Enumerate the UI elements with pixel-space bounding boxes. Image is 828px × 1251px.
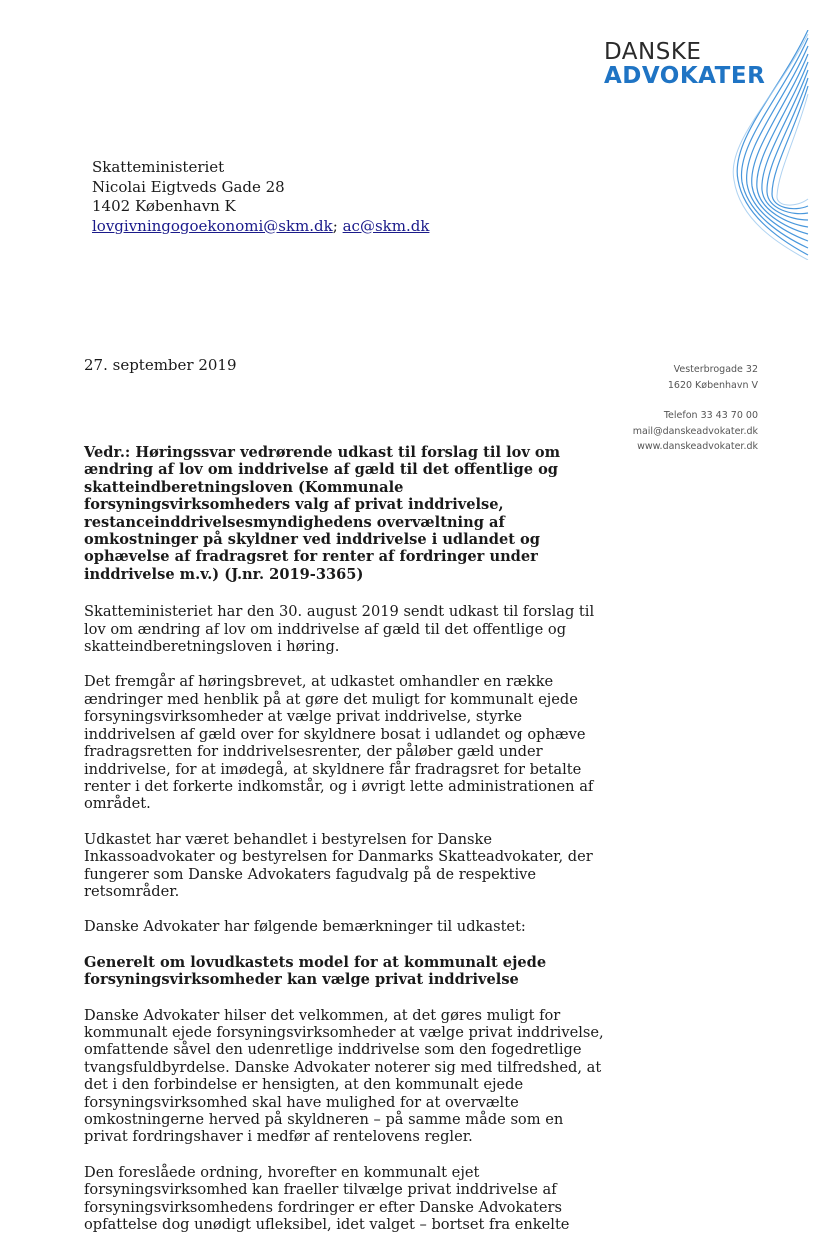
email-separator: ; (332, 216, 338, 235)
paragraph-6: Den foreslåede ordning, hvorefter en kommunalt ejet forsyningsvirksomhed kan fraeller tilvælge privat inddrivelse af forsyningsvirksomhedens fordringer er efter Danske Advokaters opfattelse dog unødigt ufleksibel, idet valget – bortset fra enkelte (84, 1163, 570, 1234)
sender-spacer (633, 393, 758, 408)
recipient-street: Nicolai Eigtveds Gade 28 (92, 177, 285, 196)
sender-contact-block (633, 362, 758, 455)
paragraph-2: Det fremgår af høringsbrevet, at udkastet omhandler en række ændringer med henblik på at gøre det muligt for kommunalt ejede forsyningsvirksomheder at vælge privat inddrivelse, styrke inddrivelsen af gæld over for skyldnere bosat i udlandet og ophæve fradragsretten for inddrivelsesrenter, der påløber gæld under inddrivelse, for at imødegå, at skyldnere får fradragsret for betalte renter i det forkerte indkomstår, og i øvrigt lette administrationen af området. (84, 673, 594, 813)
brand-line2: ADVOKATER (604, 63, 766, 89)
paragraph-5: Danske Advokater hilser det velkommen, at det gøres muligt for kommunalt ejede forsyningsvirksomheder at vælge privat inddrivelse, omfattende såvel den udenretlige inddrivelse som den fogedretlige tvangsfuldbyrdelse. Danske Advokater noterer sig med tilfredshed, at det i den forbindelse er hensigten, at den kommunalt ejede forsyningsvirksomhed skal have mulighed for at overvælte omkostningerne herved på skyldneren – på samme måde som en privat fordringshaver i medfør af rentelovens regler. (84, 1006, 604, 1146)
sender-phone: Telefon 33 43 70 00 (663, 410, 758, 421)
recipient-email-link-2[interactable]: ac@skm.dk (342, 216, 430, 235)
recipient-email-link-1[interactable]: lovgivningogoekonomi@skm.dk (92, 216, 333, 235)
letter-body (84, 444, 604, 1251)
paragraph-1: Skatteministeriet har den 30. august 2019 sendt udkast til forslag til lov om ændring af lov om inddrivelse af gæld til det offentlige og skatteindberetningsloven i høring. (84, 603, 595, 656)
sender-email: mail@danskeadvokater.dk (632, 425, 758, 437)
section-heading: Generelt om lovudkastets model for at kommunalt ejede forsyningsvirksomheder kan vælge privat inddrivelse (84, 953, 547, 989)
brand-line1: DANSKE (604, 39, 702, 65)
paragraph-3: Udkastet har været behandlet i bestyrelsen for Danske Inkassoadvokater og bestyrelsen for Danmarks Skatteadvokater, der fungerer som Danske Advokaters fagudvalg på de respektive retsområder. (84, 830, 593, 900)
letter-date: 27. september 2019 (84, 356, 237, 374)
recipient-address (92, 158, 429, 236)
letter-subject: Vedr.: Høringssvar vedrørende udkast til forslag til lov om ændring af lov om inddrivelse af gæld til det offentlige og skatteindberetningsloven (Kommunale forsyningsvirksomheders valg af privat inddrivelse, restanceinddrivelsesmyndighedens overvæltning af omkostninger på skyldner ved inddrivelse i udlandet og ophævelse af fradragsret for renter af fordringer under inddrivelse m.v.) (J.nr. 2019-3365) (84, 444, 561, 583)
sender-street: Vesterbrogade 32 (673, 364, 758, 375)
sender-website: www.danskeadvokater.dk (637, 441, 758, 452)
recipient-name: Skatteministeriet (92, 158, 225, 176)
recipient-emails (92, 217, 429, 237)
brand-swoosh-graphic (720, 30, 810, 260)
recipient-city: 1402 København K (92, 197, 236, 215)
paragraph-4: Danske Advokater har følgende bemærkninger til udkastet: (84, 918, 526, 936)
sender-city: 1620 København V (667, 379, 758, 391)
